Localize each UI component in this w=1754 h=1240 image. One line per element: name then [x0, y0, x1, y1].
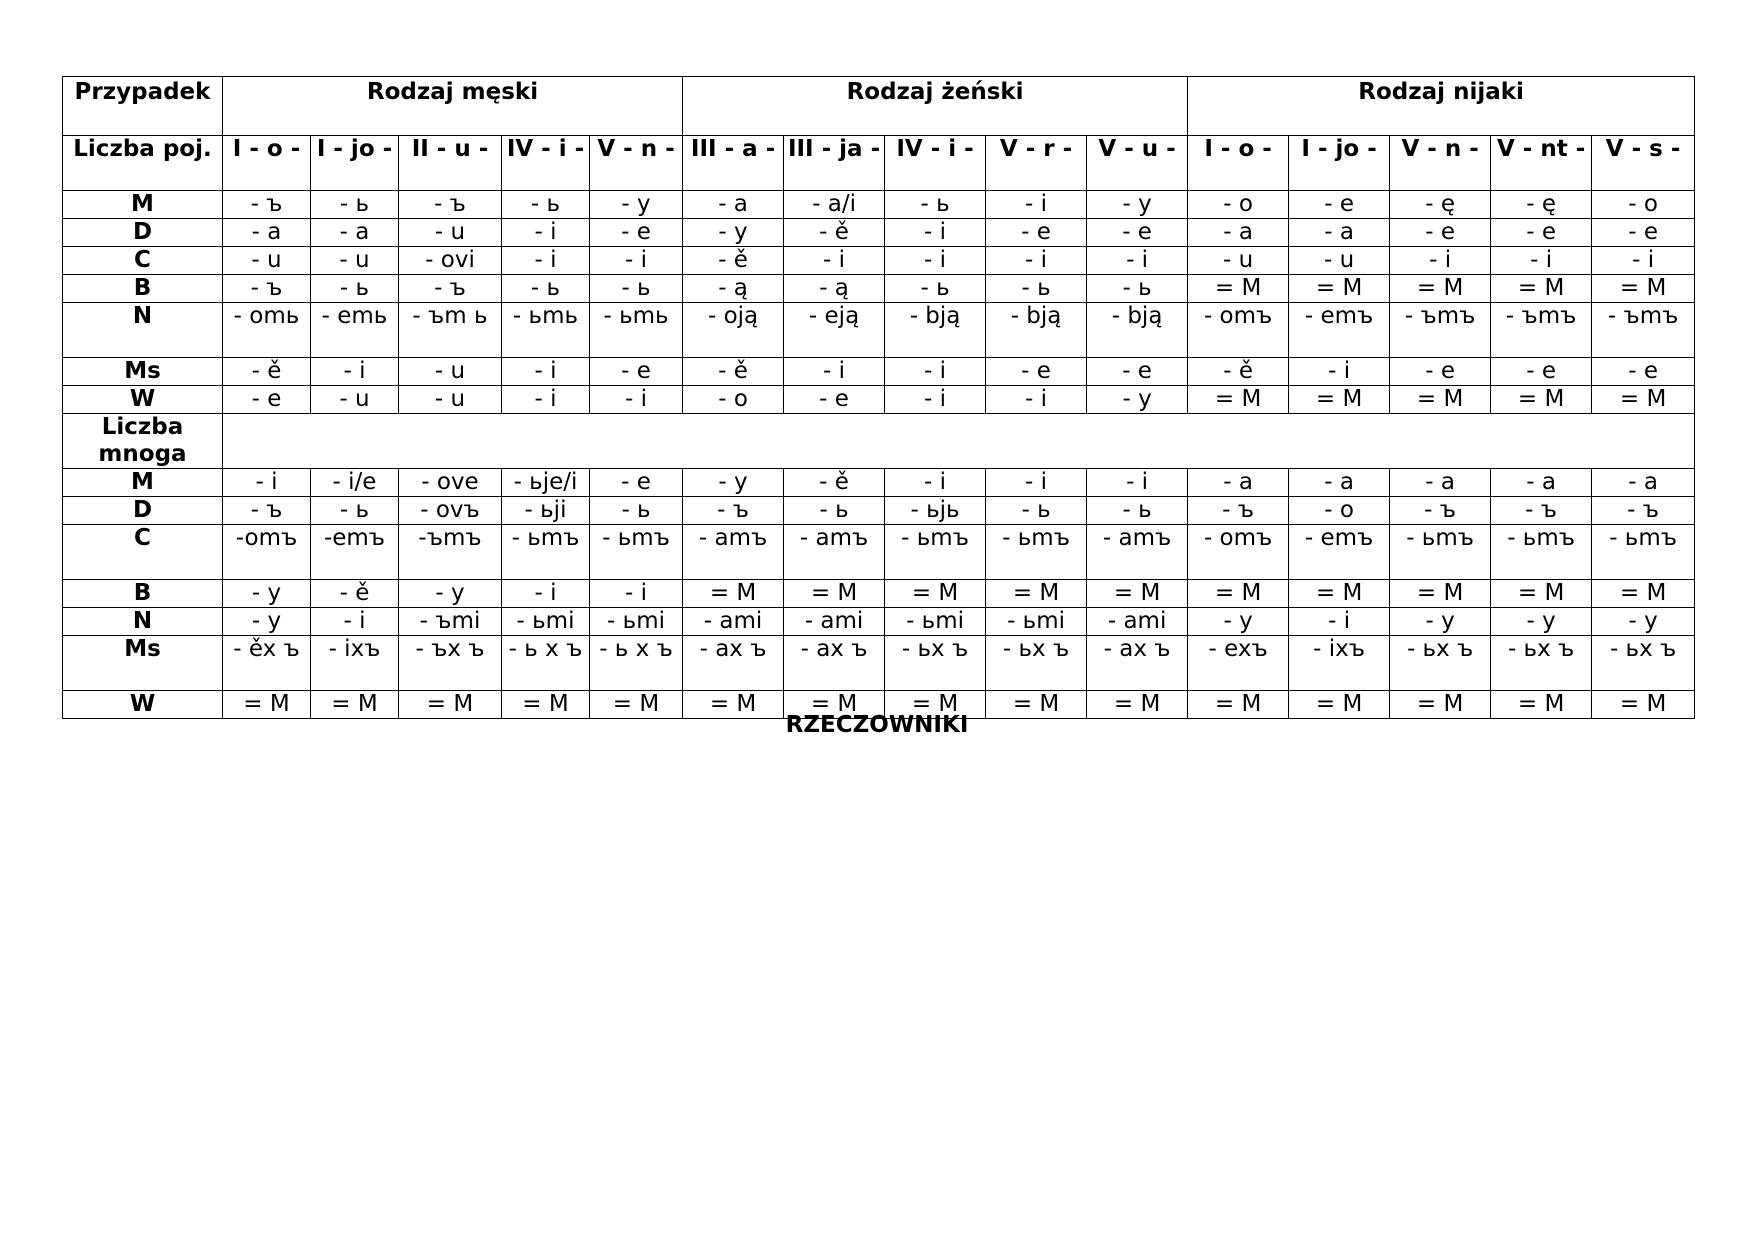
- ending-cell: - ь: [311, 497, 399, 525]
- ending-cell: - u: [1289, 247, 1390, 275]
- gender-header-feminine: Rodzaj żeński: [683, 77, 1188, 136]
- ending-cell: - ь: [885, 275, 986, 303]
- stem-header: II - u -: [399, 136, 502, 191]
- ending-cell: - i: [885, 358, 986, 386]
- ending-cell: - ami: [784, 608, 885, 636]
- ending-cell: - e: [1390, 358, 1491, 386]
- ending-cell: - a: [683, 191, 784, 219]
- ending-cell: = M: [311, 691, 399, 719]
- case-label: W: [63, 386, 223, 414]
- ending-cell: - i: [986, 469, 1087, 497]
- ending-cell: - ьx ъ: [885, 636, 986, 691]
- ending-cell: - ě: [683, 247, 784, 275]
- ending-cell: - i: [885, 386, 986, 414]
- ending-cell: - i: [986, 386, 1087, 414]
- ending-cell: - ь: [1087, 497, 1188, 525]
- ending-cell: - o: [683, 386, 784, 414]
- ending-cell: = M: [1289, 691, 1390, 719]
- ending-cell: - ax ъ: [1087, 636, 1188, 691]
- ending-cell: - ьmь: [502, 303, 590, 358]
- ending-cell: - ěx ъ: [223, 636, 311, 691]
- ending-cell: - emъ: [1289, 525, 1390, 580]
- singular-row-w: [63, 386, 1695, 414]
- ending-cell: - ьx ъ: [1491, 636, 1592, 691]
- ending-cell: - ьje/i: [502, 469, 590, 497]
- ending-cell: - ьmь: [590, 303, 683, 358]
- ending-cell: = M: [399, 691, 502, 719]
- ending-cell: = M: [784, 691, 885, 719]
- ending-cell: - ь: [311, 275, 399, 303]
- ending-cell: - i: [986, 247, 1087, 275]
- ending-cell: = M: [1491, 580, 1592, 608]
- ending-cell: - exъ: [1188, 636, 1289, 691]
- plural-row-c: [63, 525, 1695, 580]
- ending-cell: - ami: [683, 608, 784, 636]
- ending-cell: - amъ: [683, 525, 784, 580]
- ending-cell: - i: [885, 219, 986, 247]
- ending-cell: - emь: [311, 303, 399, 358]
- ending-cell: - amъ: [1087, 525, 1188, 580]
- ending-cell: - bją: [885, 303, 986, 358]
- gender-header-masculine: Rodzaj męski: [223, 77, 683, 136]
- ending-cell: - i: [1087, 469, 1188, 497]
- ending-cell: - e: [1087, 358, 1188, 386]
- ending-cell: - u: [1188, 247, 1289, 275]
- ending-cell: - a: [1289, 469, 1390, 497]
- case-label: M: [63, 469, 223, 497]
- case-label: Ms: [63, 358, 223, 386]
- stem-header-row: [63, 136, 1695, 191]
- ending-cell: - e: [1491, 219, 1592, 247]
- ending-cell: - i: [590, 386, 683, 414]
- ending-cell: - ъx ъ: [399, 636, 502, 691]
- ending-cell: - ě: [311, 580, 399, 608]
- page-caption: RZECZOWNIKI: [785, 712, 969, 738]
- stem-header: III - ja -: [784, 136, 885, 191]
- ending-cell: = M: [986, 580, 1087, 608]
- ending-cell: - ъmi: [399, 608, 502, 636]
- ending-cell: - emъ: [1289, 303, 1390, 358]
- ending-cell: - ě: [784, 219, 885, 247]
- ending-cell: - y: [1188, 608, 1289, 636]
- plural-row-d: [63, 497, 1695, 525]
- ending-cell: - ь: [590, 275, 683, 303]
- stem-header: I - jo -: [311, 136, 399, 191]
- ending-cell: = M: [885, 580, 986, 608]
- ending-cell: -emъ: [311, 525, 399, 580]
- stem-header: V - u -: [1087, 136, 1188, 191]
- stem-header: I - o -: [223, 136, 311, 191]
- ending-cell: - ьmi: [885, 608, 986, 636]
- ending-cell: - y: [1087, 386, 1188, 414]
- ending-cell: - ъ: [1390, 497, 1491, 525]
- ending-cell: - amъ: [784, 525, 885, 580]
- plural-row-b: [63, 580, 1695, 608]
- ending-cell: = M: [590, 691, 683, 719]
- ending-cell: - ъmъ: [1491, 303, 1592, 358]
- ending-cell: - o: [1289, 497, 1390, 525]
- ending-cell: = M: [683, 691, 784, 719]
- ending-cell: - u: [399, 386, 502, 414]
- stem-header: IV - i -: [502, 136, 590, 191]
- ending-cell: - omь: [223, 303, 311, 358]
- ending-cell: - ьmъ: [885, 525, 986, 580]
- ending-cell: - i: [1592, 247, 1695, 275]
- ending-cell: - i: [223, 469, 311, 497]
- ending-cell: -omъ: [223, 525, 311, 580]
- ending-cell: - ixъ: [1289, 636, 1390, 691]
- ending-cell: - i: [885, 247, 986, 275]
- ending-cell: - e: [1289, 191, 1390, 219]
- case-label: D: [63, 219, 223, 247]
- ending-cell: = M: [784, 580, 885, 608]
- ending-cell: = M: [1491, 691, 1592, 719]
- ending-cell: - u: [399, 358, 502, 386]
- case-label: B: [63, 275, 223, 303]
- ending-cell: - u: [311, 247, 399, 275]
- ending-cell: - a: [1188, 469, 1289, 497]
- plural-label-row: [63, 414, 1695, 469]
- ending-cell: - ь: [784, 497, 885, 525]
- stem-header: I - jo -: [1289, 136, 1390, 191]
- ending-cell: - y: [683, 469, 784, 497]
- ending-cell: - ь: [986, 275, 1087, 303]
- ending-cell: - e: [590, 219, 683, 247]
- ending-cell: - ьmi: [590, 608, 683, 636]
- ending-cell: - ъ: [683, 497, 784, 525]
- ending-cell: - e: [1592, 219, 1695, 247]
- ending-cell: - e: [223, 386, 311, 414]
- ending-cell: - y: [683, 219, 784, 247]
- singular-row-m: [63, 191, 1695, 219]
- ending-cell: = M: [1289, 580, 1390, 608]
- ending-cell: - ь: [502, 275, 590, 303]
- ending-cell: - i: [1491, 247, 1592, 275]
- ending-cell: - ъmъ: [1390, 303, 1491, 358]
- ending-cell: - ą: [683, 275, 784, 303]
- gender-header-neuter: Rodzaj nijaki: [1188, 77, 1695, 136]
- ending-cell: - e: [590, 469, 683, 497]
- ending-cell: = M: [1592, 386, 1695, 414]
- ending-cell: - i: [590, 247, 683, 275]
- plural-label: Liczba mnoga: [63, 414, 223, 469]
- ending-cell: - y: [1087, 191, 1188, 219]
- ending-cell: - o: [1188, 191, 1289, 219]
- singular-row-ms: [63, 358, 1695, 386]
- ending-cell: - ax ъ: [784, 636, 885, 691]
- ending-cell: - i: [1289, 358, 1390, 386]
- case-label: M: [63, 191, 223, 219]
- ending-cell: - ovi: [399, 247, 502, 275]
- stem-header: V - s -: [1592, 136, 1695, 191]
- ending-cell: - ьmъ: [1491, 525, 1592, 580]
- ending-cell: = M: [1188, 386, 1289, 414]
- ending-cell: - i: [784, 358, 885, 386]
- ending-cell: - ьjь: [885, 497, 986, 525]
- ending-cell: - ixъ: [311, 636, 399, 691]
- ending-cell: - ьmъ: [590, 525, 683, 580]
- ending-cell: - i: [986, 191, 1087, 219]
- ending-cell: - ę: [1390, 191, 1491, 219]
- stem-header: V - n -: [1390, 136, 1491, 191]
- ending-cell: - e: [1087, 219, 1188, 247]
- ending-cell: - e: [1390, 219, 1491, 247]
- ending-cell: - ъ: [1592, 497, 1695, 525]
- ending-cell: - i: [1289, 608, 1390, 636]
- ending-cell: - ь x ъ: [590, 636, 683, 691]
- stem-header: IV - i -: [885, 136, 986, 191]
- ending-cell: - bją: [986, 303, 1087, 358]
- ending-cell: = M: [1390, 386, 1491, 414]
- plural-row-m: [63, 469, 1695, 497]
- ending-cell: - ь: [590, 497, 683, 525]
- ending-cell: -ъmъ: [399, 525, 502, 580]
- ending-cell: - i: [502, 219, 590, 247]
- case-label: Ms: [63, 636, 223, 691]
- ending-cell: - ь: [311, 191, 399, 219]
- ending-cell: - a/i: [784, 191, 885, 219]
- ending-cell: - u: [311, 386, 399, 414]
- ending-cell: - a: [1592, 469, 1695, 497]
- ending-cell: - ъmъ: [1592, 303, 1695, 358]
- ending-cell: - ьmi: [502, 608, 590, 636]
- ending-cell: - bją: [1087, 303, 1188, 358]
- case-label: N: [63, 608, 223, 636]
- ending-cell: = M: [885, 691, 986, 719]
- ending-cell: - ove: [399, 469, 502, 497]
- ending-cell: - ъ: [223, 275, 311, 303]
- corner-header: Przypadek: [63, 77, 223, 136]
- ending-cell: - ьx ъ: [986, 636, 1087, 691]
- ending-cell: - i: [502, 247, 590, 275]
- ending-cell: - ьmъ: [986, 525, 1087, 580]
- plural-row-n: [63, 608, 1695, 636]
- ending-cell: - ě: [1188, 358, 1289, 386]
- ending-cell: = M: [1390, 275, 1491, 303]
- ending-cell: = M: [1592, 275, 1695, 303]
- ending-cell: - a: [1491, 469, 1592, 497]
- ending-cell: = M: [1188, 691, 1289, 719]
- ending-cell: - e: [1491, 358, 1592, 386]
- ending-cell: - ě: [784, 469, 885, 497]
- ending-cell: = M: [986, 691, 1087, 719]
- case-label: C: [63, 525, 223, 580]
- ending-cell: - e: [784, 386, 885, 414]
- ending-cell: - ьmъ: [502, 525, 590, 580]
- stem-header: V - r -: [986, 136, 1087, 191]
- ending-cell: - y: [1592, 608, 1695, 636]
- singular-row-b: [63, 275, 1695, 303]
- ending-cell: - y: [399, 580, 502, 608]
- ending-cell: - i: [784, 247, 885, 275]
- case-label: B: [63, 580, 223, 608]
- ending-cell: - y: [1390, 608, 1491, 636]
- ending-cell: = M: [502, 691, 590, 719]
- ending-cell: - ě: [223, 358, 311, 386]
- ending-cell: - ъ: [1188, 497, 1289, 525]
- ending-cell: - ьx ъ: [1390, 636, 1491, 691]
- ending-cell: - i: [502, 580, 590, 608]
- ending-cell: - ъ: [399, 275, 502, 303]
- ending-cell: - omъ: [1188, 525, 1289, 580]
- ending-cell: - oją: [683, 303, 784, 358]
- ending-cell: - i: [885, 469, 986, 497]
- ending-cell: = M: [1592, 691, 1695, 719]
- ending-cell: - ь: [1087, 275, 1188, 303]
- ending-cell: - ovъ: [399, 497, 502, 525]
- ending-cell: - i: [311, 358, 399, 386]
- ending-cell: - y: [1491, 608, 1592, 636]
- ending-cell: - a: [311, 219, 399, 247]
- case-label: W: [63, 691, 223, 719]
- case-label: N: [63, 303, 223, 358]
- case-label: C: [63, 247, 223, 275]
- ending-cell: - i: [1390, 247, 1491, 275]
- ending-cell: - i: [502, 358, 590, 386]
- ending-cell: - y: [223, 580, 311, 608]
- ending-cell: = M: [1491, 275, 1592, 303]
- ending-cell: - omъ: [1188, 303, 1289, 358]
- ending-cell: = M: [1188, 580, 1289, 608]
- ending-cell: - ъ: [223, 497, 311, 525]
- stem-header: III - a -: [683, 136, 784, 191]
- ending-cell: - ą: [784, 275, 885, 303]
- ending-cell: = M: [1087, 691, 1188, 719]
- ending-cell: - ax ъ: [683, 636, 784, 691]
- ending-cell: - u: [223, 247, 311, 275]
- ending-cell: - ь x ъ: [502, 636, 590, 691]
- ending-cell: - a: [1390, 469, 1491, 497]
- ending-cell: - i/e: [311, 469, 399, 497]
- ending-cell: - a: [223, 219, 311, 247]
- ending-cell: = M: [223, 691, 311, 719]
- singular-row-n: [63, 303, 1695, 358]
- ending-cell: - ьx ъ: [1592, 636, 1695, 691]
- ending-cell: - ьji: [502, 497, 590, 525]
- ending-cell: - ъ: [223, 191, 311, 219]
- ending-cell: = M: [683, 580, 784, 608]
- ending-cell: - e: [1592, 358, 1695, 386]
- ending-cell: - y: [223, 608, 311, 636]
- ending-cell: - a: [1289, 219, 1390, 247]
- ending-cell: - ьmi: [986, 608, 1087, 636]
- gender-header-row: [63, 77, 1695, 136]
- ending-cell: - i: [311, 608, 399, 636]
- ending-cell: - i: [1087, 247, 1188, 275]
- ending-cell: - e: [986, 358, 1087, 386]
- ending-cell: - ъ: [399, 191, 502, 219]
- singular-row-d: [63, 219, 1695, 247]
- ending-cell: - i: [590, 580, 683, 608]
- ending-cell: - ę: [1491, 191, 1592, 219]
- ending-cell: = M: [1087, 580, 1188, 608]
- ending-cell: - y: [590, 191, 683, 219]
- ending-cell: = M: [1491, 386, 1592, 414]
- ending-cell: = M: [1188, 275, 1289, 303]
- ending-cell: - ь: [502, 191, 590, 219]
- singular-row-c: [63, 247, 1695, 275]
- ending-cell: = M: [1592, 580, 1695, 608]
- ending-cell: - e: [986, 219, 1087, 247]
- ending-cell: - i: [502, 386, 590, 414]
- ending-cell: - ě: [683, 358, 784, 386]
- ending-cell: - o: [1592, 191, 1695, 219]
- ending-cell: - a: [1188, 219, 1289, 247]
- plural-spacer-cell: [223, 414, 1695, 469]
- ending-cell: = M: [1390, 691, 1491, 719]
- stem-header: V - n -: [590, 136, 683, 191]
- ending-cell: - e: [590, 358, 683, 386]
- ending-cell: - ь: [986, 497, 1087, 525]
- stem-header: I - o -: [1188, 136, 1289, 191]
- ending-cell: - eją: [784, 303, 885, 358]
- ending-cell: - u: [399, 219, 502, 247]
- ending-cell: - ьmъ: [1592, 525, 1695, 580]
- declension-table: [62, 76, 1695, 719]
- ending-cell: = M: [1289, 275, 1390, 303]
- singular-label: Liczba poj.: [63, 136, 223, 191]
- plural-row-ms: [63, 636, 1695, 691]
- ending-cell: = M: [1390, 580, 1491, 608]
- stem-header: V - nt -: [1491, 136, 1592, 191]
- case-label: D: [63, 497, 223, 525]
- ending-cell: - ьmъ: [1390, 525, 1491, 580]
- ending-cell: = M: [1289, 386, 1390, 414]
- ending-cell: - ь: [885, 191, 986, 219]
- ending-cell: - ami: [1087, 608, 1188, 636]
- ending-cell: - ъ: [1491, 497, 1592, 525]
- ending-cell: - ъm ь: [399, 303, 502, 358]
